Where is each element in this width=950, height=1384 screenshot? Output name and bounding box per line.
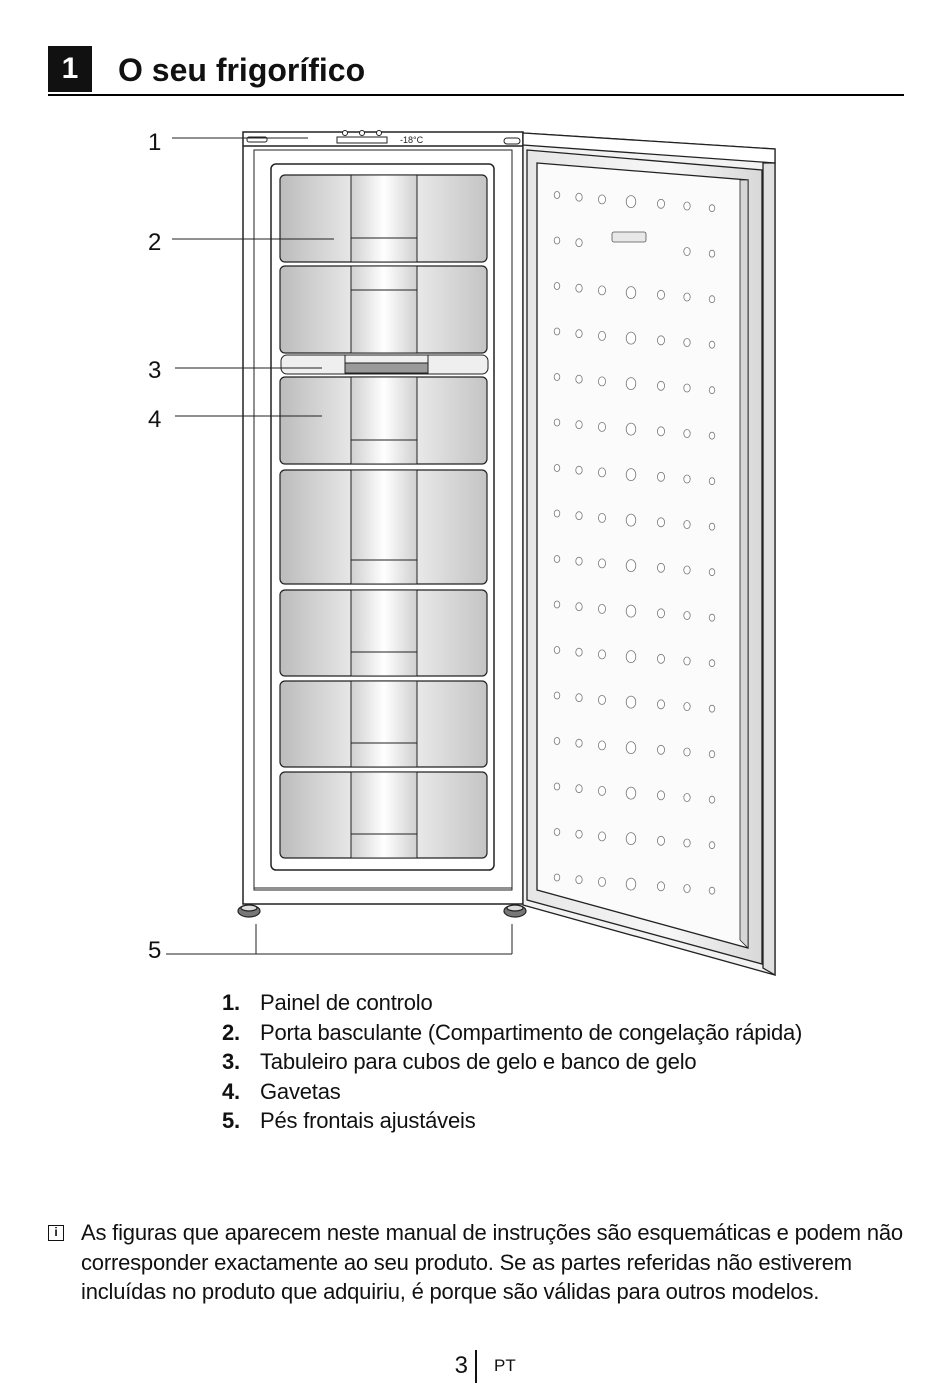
door-badge: [612, 232, 646, 242]
dimple: [709, 432, 715, 439]
dimple: [709, 796, 715, 803]
dimple: [709, 751, 715, 758]
parts-legend: [222, 988, 802, 1136]
dimple: [657, 381, 664, 390]
dimple: [576, 603, 582, 611]
drawer: [280, 590, 487, 676]
dimple: [626, 605, 636, 617]
dimple: [657, 290, 664, 299]
dimple: [576, 830, 582, 838]
dimple: [657, 609, 664, 618]
dimple: [576, 876, 582, 884]
section-title: O seu frigorífico: [118, 52, 366, 88]
dimple: [554, 601, 560, 608]
dimple: [657, 654, 664, 663]
dimple: [598, 741, 605, 750]
dimple: [657, 700, 664, 709]
dimple: [554, 692, 560, 699]
dimple: [684, 430, 690, 438]
dimple: [576, 421, 582, 429]
dimple: [626, 833, 636, 845]
dimple: [684, 339, 690, 347]
dimple: [684, 248, 690, 256]
legend-item: 1. Painel de controlo: [222, 990, 433, 1015]
dimple: [554, 556, 560, 563]
dimple: [598, 286, 605, 295]
dimple: [709, 205, 715, 212]
dimple: [657, 427, 664, 436]
dimple: [709, 660, 715, 667]
dimple: [554, 283, 560, 290]
dimple: [626, 514, 636, 526]
dimple: [709, 296, 715, 303]
dimple: [709, 705, 715, 712]
legend-item: 4. Gavetas: [222, 1078, 341, 1104]
dimple: [554, 465, 560, 472]
dimple: [657, 791, 664, 800]
dimple: [626, 332, 636, 344]
dimple: [684, 657, 690, 665]
dimple: [598, 832, 605, 841]
dimple: [709, 887, 715, 894]
legend-item: 3. Tabuleiro para cubos de gelo e banco de gelo: [222, 1049, 697, 1075]
dimple: [657, 563, 664, 572]
drawer: [280, 266, 487, 353]
callout-5: 5: [148, 937, 162, 964]
callout-numbers: [148, 129, 161, 964]
dimple: [684, 202, 690, 210]
dimple: [576, 239, 582, 247]
freezer-door: [523, 133, 775, 975]
dimple: [554, 328, 560, 335]
adjustable-feet: [238, 905, 526, 917]
dimple: [576, 648, 582, 656]
dimple: [554, 874, 560, 881]
dimple: [554, 510, 560, 517]
callout-2: 2: [148, 229, 162, 256]
info-icon: i: [48, 1225, 64, 1241]
dimple: [576, 694, 582, 702]
dimple: [554, 374, 560, 381]
dimple: [626, 287, 636, 299]
dimple: [626, 696, 636, 708]
dimple: [684, 293, 690, 301]
dimple: [684, 748, 690, 756]
dimple: [709, 478, 715, 485]
dimple: [709, 523, 715, 530]
flap-door: [280, 175, 487, 262]
dimple: [598, 377, 605, 386]
dimple: [709, 341, 715, 348]
dimple: [576, 739, 582, 747]
dimple: [626, 469, 636, 481]
dimple: [626, 742, 636, 754]
dimple: [598, 468, 605, 477]
dimple: [576, 330, 582, 338]
dimple: [626, 378, 636, 390]
dimple: [554, 237, 560, 244]
dimple: [657, 336, 664, 345]
dimple: [554, 829, 560, 836]
legend-item: 5. Pés frontais ajustáveis: [222, 1108, 476, 1134]
dimple: [709, 614, 715, 621]
dimple: [554, 192, 560, 199]
legend-item: 2. Porta basculante (Compartimento de congelação rápida): [222, 1019, 803, 1045]
dimple: [709, 842, 715, 849]
dimple: [598, 422, 605, 431]
dimple: [709, 569, 715, 576]
dimple: [626, 423, 636, 435]
language-code: PT: [494, 1356, 516, 1375]
dimple: [598, 195, 605, 204]
dimple: [598, 513, 605, 522]
dimple: [576, 557, 582, 565]
drawers: [280, 175, 487, 858]
dimple: [626, 878, 636, 890]
dimple: [598, 650, 605, 659]
dimple: [626, 651, 636, 663]
note-text: As figuras que aparecem neste manual de instruções são esquemáticas e podem não corresponder exactamente ao seu produto. Se as partes referidas não estiverem incluídas no produto que adquiriu, é porque são válidas para outros modelos.: [81, 1220, 903, 1304]
dimple: [657, 199, 664, 208]
dimple: [684, 566, 690, 574]
info-note: [44, 1218, 914, 1307]
dimple: [626, 560, 636, 572]
callout-4: 4: [148, 406, 162, 433]
dimple: [554, 647, 560, 654]
dimple: [626, 196, 636, 208]
dimple: [684, 839, 690, 847]
drawer: [280, 681, 487, 767]
dimple: [554, 738, 560, 745]
dimple: [576, 375, 582, 383]
drawer: [280, 377, 487, 464]
dimple: [684, 794, 690, 802]
dimple: [657, 882, 664, 891]
dimple: [554, 783, 560, 790]
dimple: [598, 331, 605, 340]
drawer: [280, 470, 487, 584]
dimple: [598, 695, 605, 704]
dimple: [684, 885, 690, 893]
dimple: [657, 472, 664, 481]
dimple: [554, 419, 560, 426]
page-number: 3: [454, 1352, 468, 1379]
dimple: [709, 250, 715, 257]
dimple: [684, 521, 690, 529]
dimple: [576, 193, 582, 201]
dimple: [626, 787, 636, 799]
dimple: [598, 604, 605, 613]
dimple: [576, 466, 582, 474]
dimple: [598, 877, 605, 886]
footer-divider: [475, 1350, 477, 1383]
dimple: [576, 284, 582, 292]
callout-1: 1: [148, 129, 162, 156]
dimple: [576, 512, 582, 520]
dimple: [657, 518, 664, 527]
dimple: [598, 786, 605, 795]
dimple: [657, 836, 664, 845]
dimple: [657, 745, 664, 754]
dimple: [576, 785, 582, 793]
dimple: [684, 703, 690, 711]
section-number: 1: [48, 46, 92, 92]
ice-tray: [281, 355, 488, 374]
dimple: [684, 612, 690, 620]
dimple: [598, 559, 605, 568]
dimple: [684, 475, 690, 483]
dimple: [684, 384, 690, 392]
drawer: [280, 772, 487, 858]
dimple: [709, 387, 715, 394]
display-readout: -18°C: [400, 135, 424, 145]
callout-3: 3: [148, 357, 162, 384]
